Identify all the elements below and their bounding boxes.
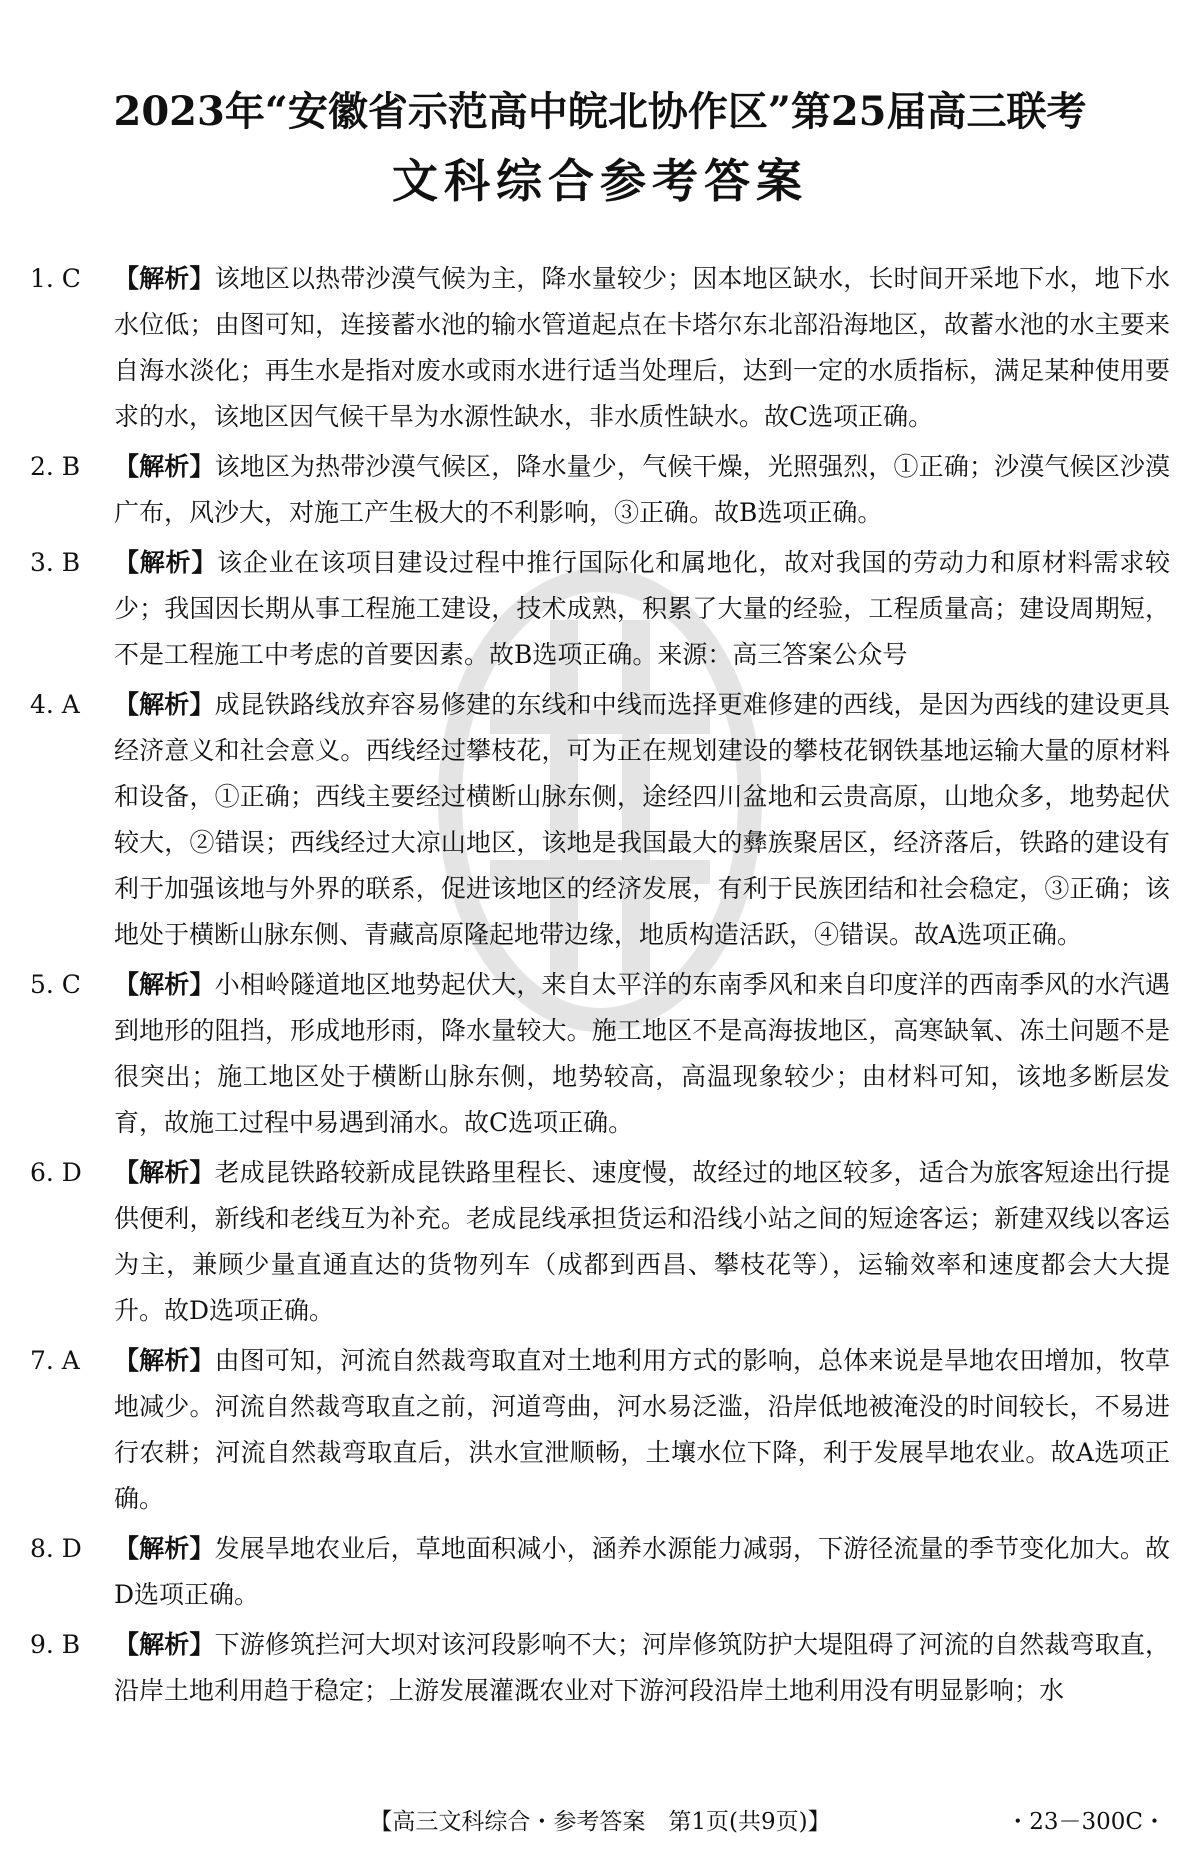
answer-item xyxy=(30,1338,1170,1522)
analysis-tag: 【解析】 xyxy=(114,264,215,293)
answer-item xyxy=(30,256,1170,440)
analysis-tag: 【解析】 xyxy=(114,1534,215,1563)
footer-label: 【高三文科综合・参考答案 第1页(共9页)】 xyxy=(369,1809,831,1835)
answer-number: 1. C xyxy=(30,264,81,293)
page-title: 2023年“安徽省示范高中皖北协作区”第25届高三联考 xyxy=(113,88,1087,135)
answer-text: 该地区为热带沙漠气候区，降水量少，气候干燥，光照强烈，①正确；沙漠气候区沙漠广布，风沙大，对施工产生极大的不利影响，③正确。故B选项正确。 xyxy=(114,452,1170,527)
answer-text: 该地区以热带沙漠气候为主，降水量较少；因本地区缺水，长时间开采地下水，地下水水位低；由图可知，连接蓄水池的输水管道起点在卡塔尔东北部沿海地区，故蓄水池的水主要来自海水淡化；再生水是指对废水或雨水进行适当处理后，达到一定的水质指标，满足某种使用要求的水，该地区因气候干旱为水源性缺水，非水质性缺水。故C选项正确。 xyxy=(114,264,1170,431)
answer-body xyxy=(114,1526,1170,1618)
answer-list xyxy=(30,256,1170,1718)
answer-number: 6. D xyxy=(30,1158,82,1187)
answer-number: 8. D xyxy=(30,1534,82,1563)
answer-body xyxy=(114,1150,1170,1334)
answer-body xyxy=(114,1338,1170,1522)
analysis-tag: 【解析】 xyxy=(114,970,215,999)
answer-item xyxy=(30,962,1170,1146)
answer-item xyxy=(30,682,1170,958)
answer-text: 该企业在该项目建设过程中推行国际化和属地化，故对我国的劳动力和原材料需求较少；我国因长期从事工程施工建设，技术成熟，积累了大量的经验，工程质量高；建设周期短，不是工程施工中考虑的首要因素。故B选项正确。来源：高三答案公众号 xyxy=(114,548,1170,669)
analysis-tag: 【解析】 xyxy=(114,452,215,481)
answer-text: 由图可知，河流自然裁弯取直对土地利用方式的影响，总体来说是旱地农田增加，牧草地减少。河流自然裁弯取直之前，河道弯曲，河水易泛滥，沿岸低地被淹没的时间较长，不易进行农耕；河流自然裁弯取直后，洪水宣泄顺畅，土壤水位下降，利于发展旱地农业。故A选项正确。 xyxy=(114,1346,1170,1513)
answer-body xyxy=(114,962,1170,1146)
answer-body xyxy=(114,1622,1170,1714)
answer-item xyxy=(30,1526,1170,1618)
answer-body xyxy=(114,444,1170,536)
answer-item xyxy=(30,444,1170,536)
answer-number: 2. B xyxy=(30,452,81,481)
analysis-tag: 【解析】 xyxy=(114,1630,215,1659)
answer-text: 下游修筑拦河大坝对该河段影响不大；河岸修筑防护大堤阻碍了河流的自然裁弯取直，沿岸土地利用趋于稳定；上游发展灌溉农业对下游河段沿岸土地利用没有明显影响；水 xyxy=(114,1630,1170,1705)
answer-item xyxy=(30,1150,1170,1334)
analysis-tag: 【解析】 xyxy=(114,690,215,719)
page-subtitle: 文科综合参考答案 xyxy=(392,154,808,208)
analysis-tag: 【解析】 xyxy=(114,548,218,577)
analysis-tag: 【解析】 xyxy=(114,1346,215,1375)
answer-text: 发展旱地农业后，草地面积减小，涵养水源能力减弱，下游径流量的季节变化加大。故D选项正确。 xyxy=(114,1534,1170,1609)
answer-body xyxy=(114,682,1170,958)
answer-number: 4. A xyxy=(30,690,80,719)
answer-text: 小相岭隧道地区地势起伏大，来自太平洋的东南季风和来自印度洋的西南季风的水汽遇到地形的阻挡，形成地形雨，降水量较大。施工地区不是高海拔地区，高寒缺氧、冻土问题不是很突出；施工地区处于横断山脉东侧，地势较高，高温现象较少；由材料可知，该地多断层发育，故施工过程中易遇到涌水。故C选项正确。 xyxy=(114,970,1170,1137)
answer-number: 3. B xyxy=(30,548,81,577)
page-footer xyxy=(0,1804,1200,1840)
footer-code: ・23－300C・ xyxy=(1006,1809,1166,1835)
answer-body xyxy=(114,540,1170,678)
answer-number: 7. A xyxy=(30,1346,80,1375)
answer-item xyxy=(30,1622,1170,1714)
answer-number: 9. B xyxy=(30,1630,81,1659)
answer-item xyxy=(30,540,1170,678)
answer-text: 老成昆铁路较新成昆铁路里程长、速度慢，故经过的地区较多，适合为旅客短途出行提供便利，新线和老线互为补充。老成昆线承担货运和沿线小站之间的短途客运；新建双线以客运为主，兼顾少量直通直达的货物列车（成都到西昌、攀枝花等），运输效率和速度都会大大提升。故D选项正确。 xyxy=(114,1158,1170,1325)
answer-number: 5. C xyxy=(30,970,81,999)
answer-body xyxy=(114,256,1170,440)
answer-text: 成昆铁路线放弃容易修建的东线和中线而选择更难修建的西线，是因为西线的建设更具经济意义和社会意义。西线经过攀枝花，可为正在规划建设的攀枝花钢铁基地运输大量的原材料和设备，①正确；西线主要经过横断山脉东侧，途经四川盆地和云贵高原，山地众多，地势起伏较大，②错误；西线经过大凉山地区，该地是我国最大的彝族聚居区，经济落后，铁路的建设有利于加强该地与外界的联系，促进该地区的经济发展，有利于民族团结和社会稳定，③正确；该地处于横断山脉东侧、青藏高原隆起地带边缘，地质构造活跃，④错误。故A选项正确。 xyxy=(114,690,1170,949)
analysis-tag: 【解析】 xyxy=(114,1158,215,1187)
